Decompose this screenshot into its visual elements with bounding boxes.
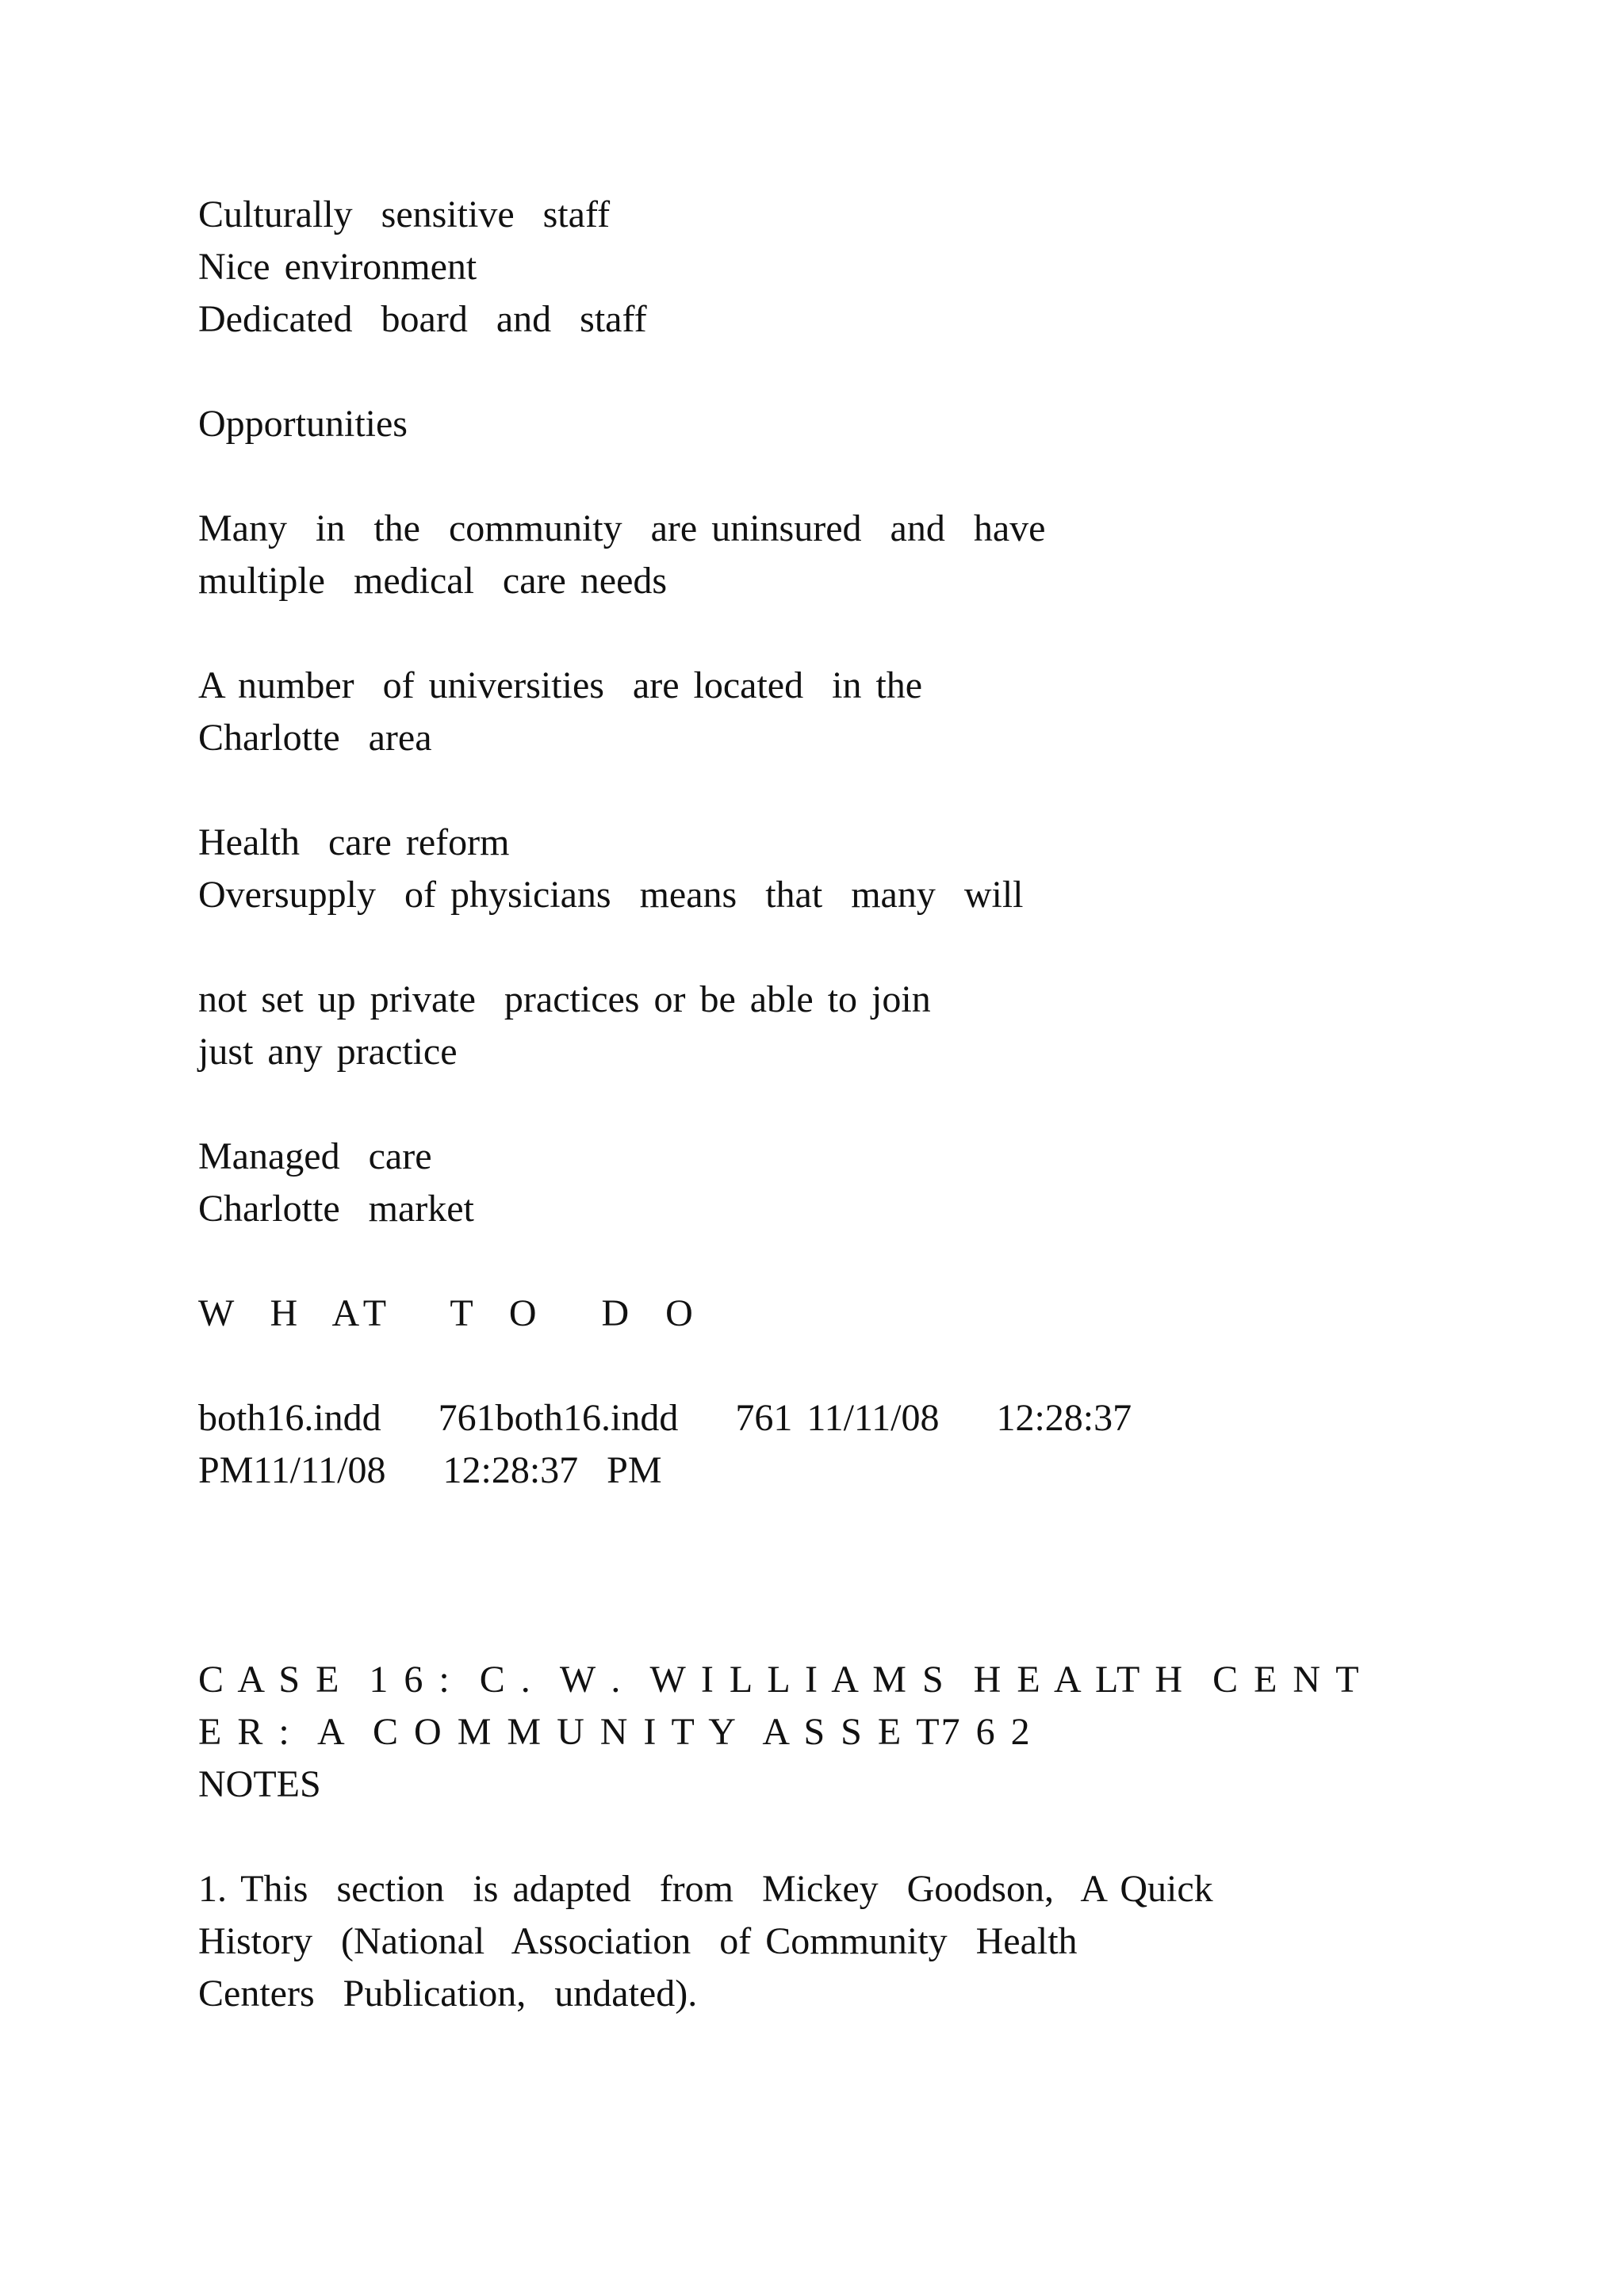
running-head bbox=[198, 1654, 1361, 1758]
notes-heading: NOTES bbox=[198, 1763, 321, 1805]
text-line: Centers Publication, undated). bbox=[198, 1973, 698, 2015]
text-line: E R : A C O M M U N I T Y A S S E T7 6 2 bbox=[198, 1711, 1032, 1753]
opportunities-heading: Opportunities bbox=[198, 403, 408, 445]
strength-item: Culturally sensitive staff bbox=[198, 193, 611, 235]
text-line: both16.indd 761both16.indd 761 11/11/08 12:28:37 bbox=[198, 1397, 1132, 1439]
text-line: 1. This section is adapted from Mickey Goodson, A Quick bbox=[198, 1868, 1213, 1910]
print-slug bbox=[198, 1392, 1132, 1497]
text-line: Managed care bbox=[198, 1135, 432, 1177]
text-line: Charlotte area bbox=[198, 717, 432, 759]
text-line: History (National Association of Community Health bbox=[198, 1920, 1078, 1962]
opportunity-reform bbox=[198, 817, 1024, 921]
text-line: not set up private practices or be able to join bbox=[198, 978, 931, 1020]
text-line: multiple medical care needs bbox=[198, 560, 668, 602]
text-line: Health care reform bbox=[198, 821, 510, 863]
text-line: just any practice bbox=[198, 1031, 458, 1073]
text-line: PM11/11/08 12:28:37 PM bbox=[198, 1449, 662, 1491]
strengths-list bbox=[198, 189, 647, 346]
text-line: Charlotte market bbox=[198, 1188, 474, 1230]
opportunity-universities bbox=[198, 660, 922, 764]
text-line: Oversupply of physicians means that many will bbox=[198, 874, 1024, 916]
text-line: C A S E 1 6 : C . W . W I L L I A M S H E A LT H C E N T bbox=[198, 1659, 1361, 1701]
text-line: Many in the community are uninsured and have bbox=[198, 507, 1046, 549]
what-to-do-heading: W H AT T O D O bbox=[198, 1292, 701, 1334]
note-1 bbox=[198, 1863, 1213, 2020]
text-line: A number of universities are located in the bbox=[198, 664, 923, 706]
strength-item: Nice environment bbox=[198, 246, 477, 288]
strength-item: Dedicated board and staff bbox=[198, 298, 647, 340]
opportunity-uninsured bbox=[198, 503, 1045, 607]
opportunity-practices bbox=[198, 974, 931, 1078]
opportunity-managed-care bbox=[198, 1131, 474, 1235]
